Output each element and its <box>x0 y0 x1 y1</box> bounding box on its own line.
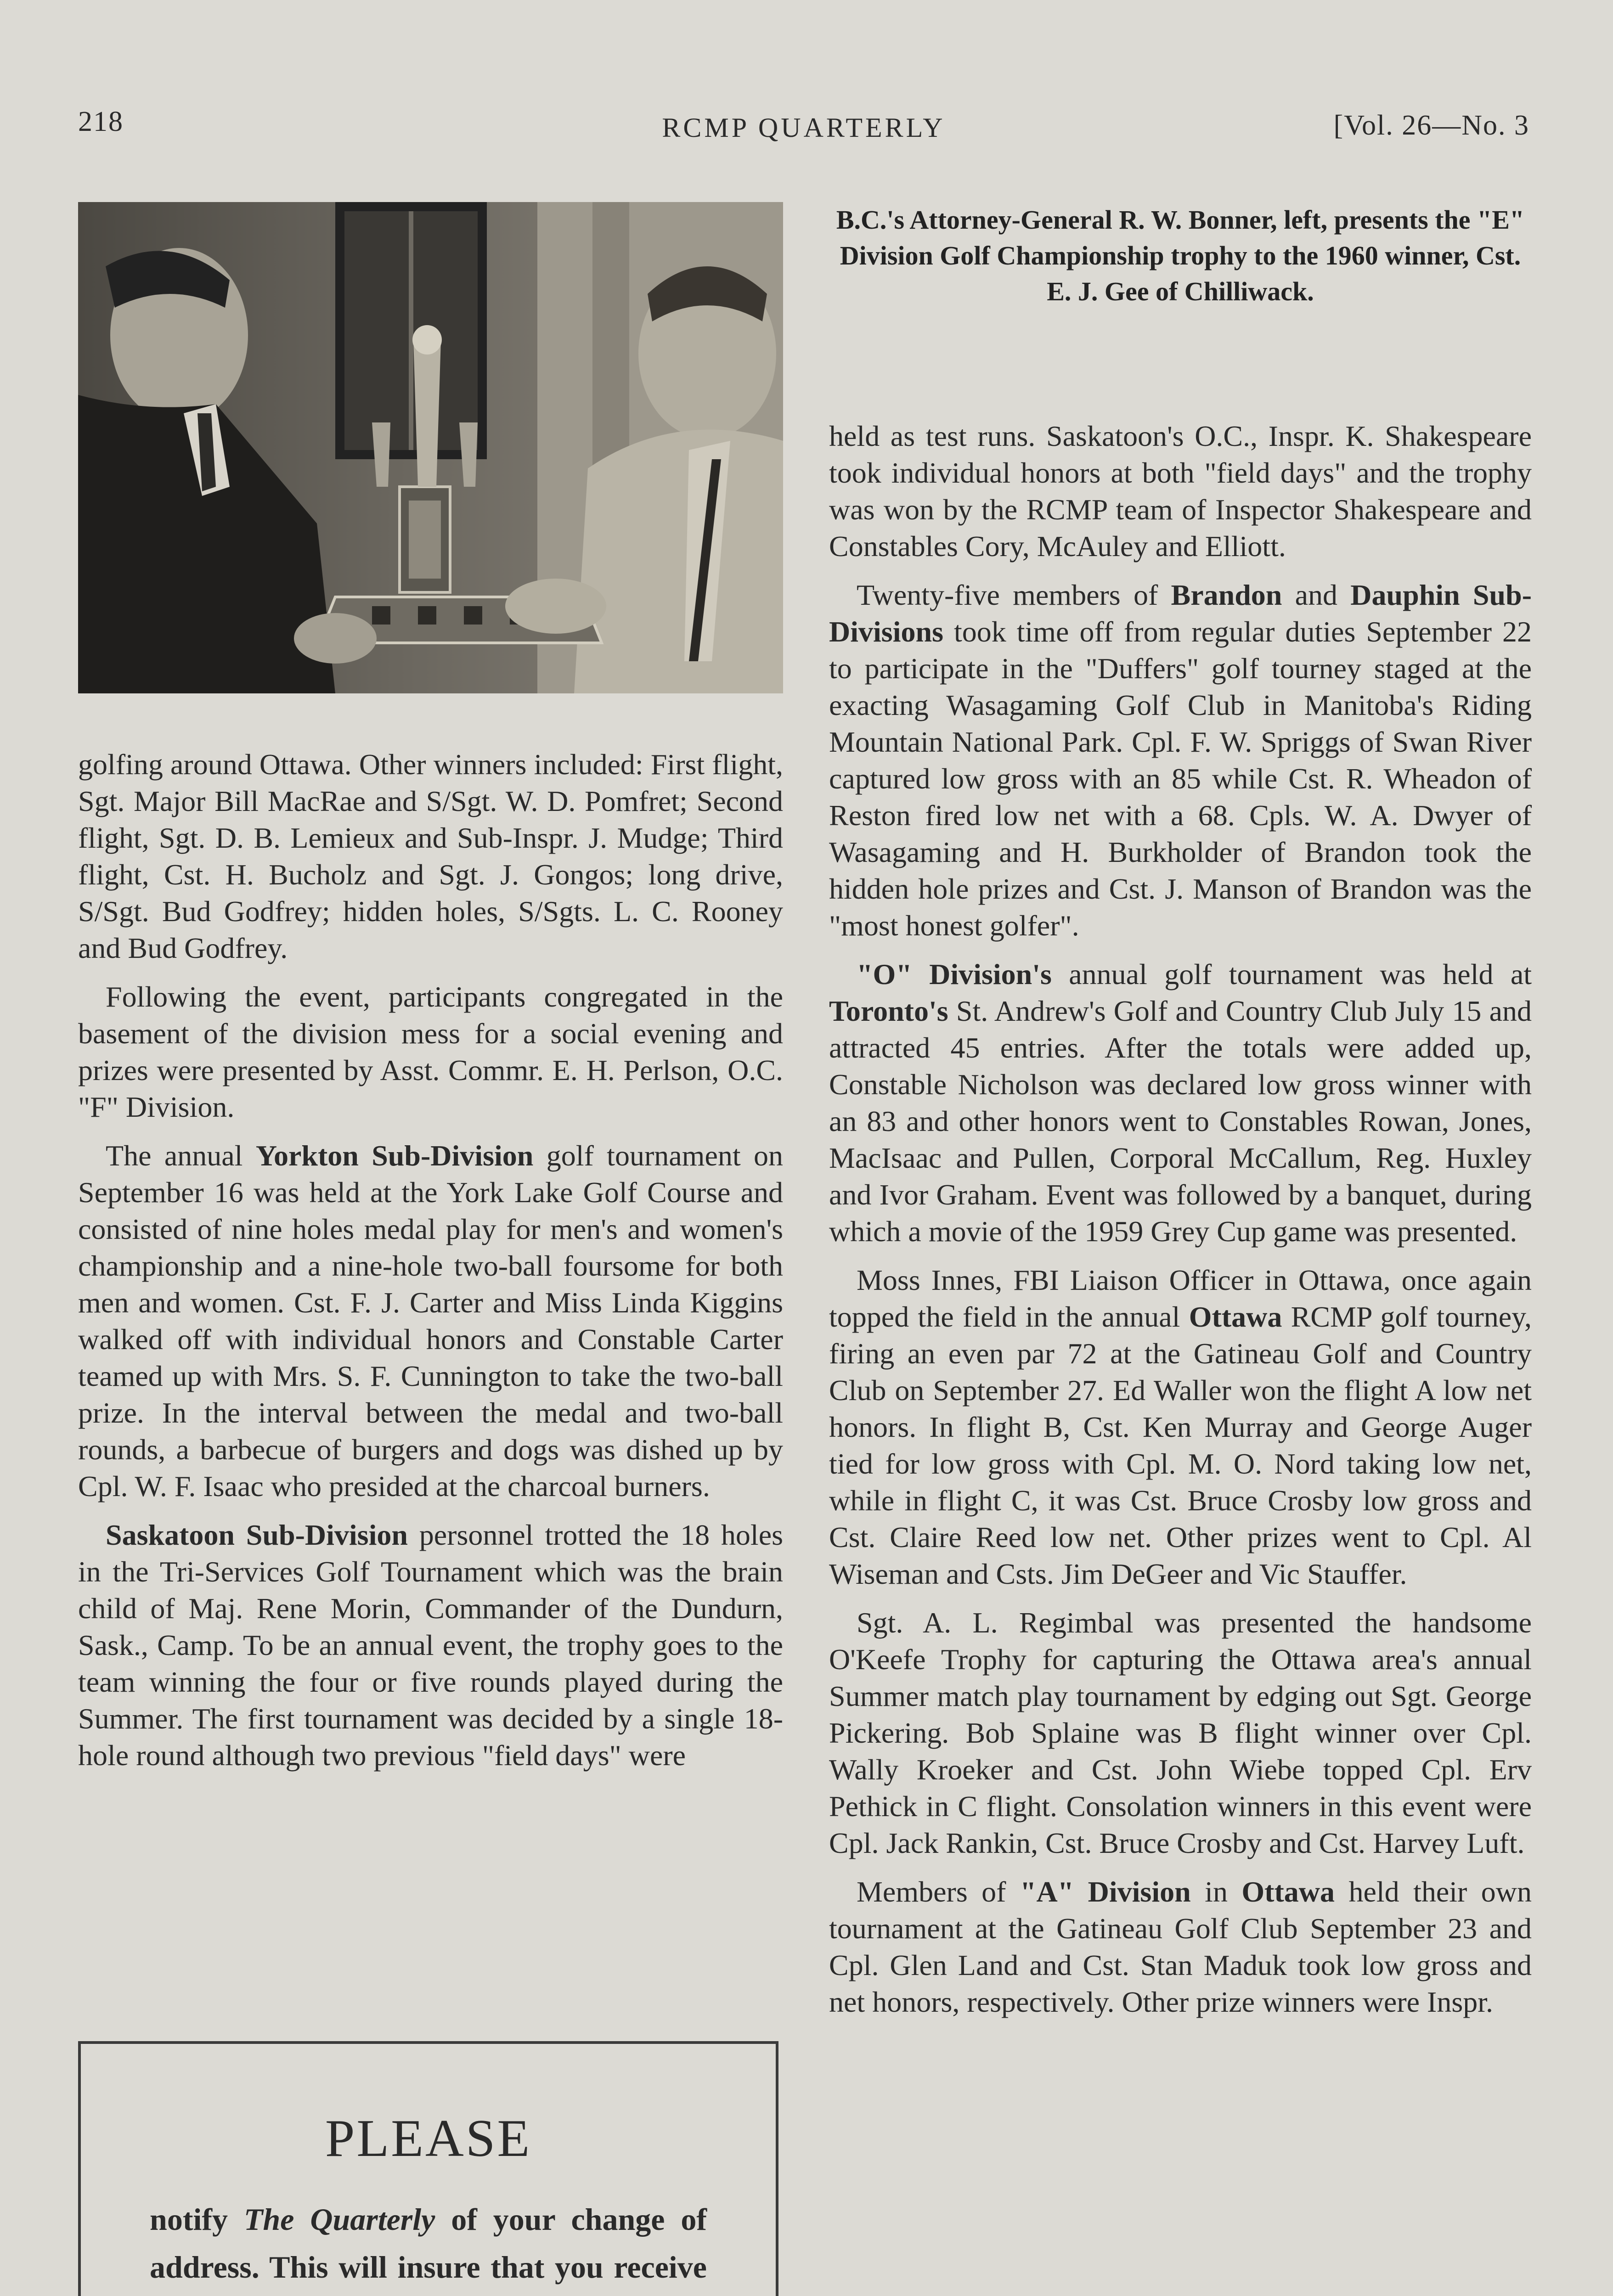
toronto-heading: Toronto's <box>829 995 948 1027</box>
paragraph-regimbal: Sgt. A. L. Regimbal was presented the handsome O'Keefe Trophy for capturing the Ottawa area's annual Summer match play tournament by edging out Sgt. George Pickering. Bob Splaine was B flight winner over Cpl. Wally Kroeker and Cst. John Wiebe topped Cpl. Erv Pethick in C flight. Consolation winners in this event were Cpl. Jack Rankin, Cst. Bruce Crosby and Cst. Harvey Luft. <box>829 1606 1532 1859</box>
paragraph-other-winners: golfing around Ottawa. Other winners included: First flight, Sgt. Major Bill MacRae and S/Sgt. W. D. Pomfret; Second flight, Sgt. D. B. Lemieux and Sub-Inspr. J. Mudge; Third flight, Cst. H. Bucholz and Sgt. J. Gongos; long drive, S/Sgt. Bud Godfrey; hidden holes, S/Sgts. L. C. Rooney and Bud Godfrey. <box>78 748 783 964</box>
yorkton-heading: Yorkton Sub-Division <box>255 1139 534 1172</box>
paragraph-ottawa-tourney <box>829 1262 1532 1593</box>
notice-text: of your change of address. This will insure that you receive <box>150 2202 707 2285</box>
brandon-text: took time off from regular duties September 22 to participate in the "Duffers" golf tourney staged at the exacting Wasagaming Golf Club in Manitoba's Riding Mountain National Park. Cpl. F. W. Spriggs of Swan River captured low gross with an 85 while Cst. R. Wheadon of Reston fired low net with a 68. Cpls. W. A. Dwyer of Wasagaming and H. Burkholder of Brandon took the hidden hole prizes and Cst. J. Manson of Brandon was the "most honest golfer". <box>829 615 1532 942</box>
brandon-lead: Twenty-five members of <box>857 579 1171 611</box>
page-number: 218 <box>78 106 124 137</box>
o-division-heading: "O" Division's <box>857 958 1052 990</box>
notice-publication-name: The Quarterly <box>243 2202 435 2237</box>
paragraph-brandon <box>829 577 1532 944</box>
ottawa-a-heading: Ottawa <box>1241 1875 1335 1908</box>
right-column <box>829 418 1532 2020</box>
a-division-heading: "A" Division <box>1020 1875 1191 1908</box>
paragraph-test-runs: held as test runs. Saskatoon's O.C., Inspr. K. Shakespeare took individual honors at both "field days" and the trophy was won by the RCMP team of Inspector Shakespeare and Constables Cory, McAuley and Elliott. <box>829 420 1532 563</box>
trophy-photo <box>78 202 783 693</box>
photo-caption: B.C.'s Attorney-General R. W. Bonner, left, presents the "E" Division Golf Championship trophy to the 1960 winner, Cst. E. J. Gee of Chilliwack. <box>836 205 1525 306</box>
ottawa-lead: Moss Innes, FBI Liaison Officer in Ottawa, once again topped the field in the annual <box>829 1264 1532 1333</box>
yorkton-lead: The annual <box>106 1139 256 1172</box>
brandon-and: and <box>1282 579 1351 611</box>
notice-title: PLEASE <box>325 2109 532 2168</box>
o-division-lead: annual golf tournament was held at <box>1051 958 1532 990</box>
page-header <box>78 106 1529 147</box>
paragraph-saskatoon <box>78 1517 783 1774</box>
left-column <box>78 746 783 1774</box>
dauphin-heading: Dauphin Sub-Divisions <box>829 579 1532 648</box>
notice-body <box>150 2195 707 2296</box>
paragraph-o-division <box>829 956 1532 1250</box>
a-division-in: in <box>1190 1875 1242 1908</box>
ottawa-heading: Ottawa <box>1189 1300 1282 1333</box>
o-division-text: St. Andrew's Golf and Country Club July 15 and attracted 45 entries. After the totals were added up, Constable Nicholson was declared low gross winner with an 83 and other honors went to Constables Rowan, Jones, MacIsaac and Pullen, Corporal McCallum, Reg. Huxley and Ivor Graham. Event was followed by a banquet, during which a movie of the 1959 Grey Cup game was presented. <box>829 995 1532 1248</box>
paragraph-a-division <box>829 1874 1532 2020</box>
yorkton-text: golf tournament on September 16 was held at the York Lake Golf Course and consisted of nine holes medal play for men's and women's championship and a nine-hole two-ball foursome for both men and women. Cst. F. J. Carter and Miss Linda Kiggins walked off with individual honors and Constable Carter teamed up with Mrs. S. F. Cunnington to take the two-ball prize. In the interval between the medal and two-ball rounds, a barbecue of burgers and dogs was dished up by Cpl. W. F. Isaac who presided at the charcoal burners. <box>78 1139 783 1503</box>
brandon-heading: Brandon <box>1171 579 1282 611</box>
a-division-lead: Members of <box>857 1875 1020 1908</box>
paragraph-following-event: Following the event, participants congregated in the basement of the division mess for a social evening and prizes were presented by Asst. Commr. E. H. Perlson, O.C. "F" Division. <box>78 980 783 1123</box>
publication-title: RCMP QUARTERLY <box>662 113 946 143</box>
ottawa-text: RCMP golf tourney, firing an even par 72 at the Gatineau Golf and Country Club on September 27. Ed Waller won the flight A low net honors. In flight B, Cst. Ken Murray and George Auger tied for low gross with Cpl. M. O. Nord taking low net, while in flight C, it was Cst. Bruce Crosby low gross and Cst. Claire Reed low net. Other prizes went to Cpl. Al Wiseman and Csts. Jim DeGeer and Vic Stauffer. <box>829 1300 1532 1590</box>
change-of-address-notice <box>78 2041 778 2296</box>
paragraph-yorkton <box>78 1137 783 1505</box>
notice-text-lead: notify <box>150 2202 244 2237</box>
saskatoon-heading: Saskatoon Sub-Division <box>106 1519 408 1551</box>
volume-label: [Vol. 26—No. 3 <box>1333 110 1529 141</box>
trophy-photo-image <box>78 202 783 693</box>
a-division-text: held their own tournament at the Gatineau Golf Club September 23 and Cpl. Glen Land and Cst. Stan Maduk took low gross and net honors, respectively. Other prize winners were Inspr. <box>829 1875 1532 2018</box>
saskatoon-text: personnel trotted the 18 holes in the Tri-Services Golf Tournament which was the brain child of Maj. Rene Morin, Commander of the Dundurn, Sask., Camp. To be an annual event, the trophy goes to the team winning the four or five rounds played during the Summer. The first tournament was decided by a single 18-hole round although two previous "field days" were <box>78 1519 783 1772</box>
